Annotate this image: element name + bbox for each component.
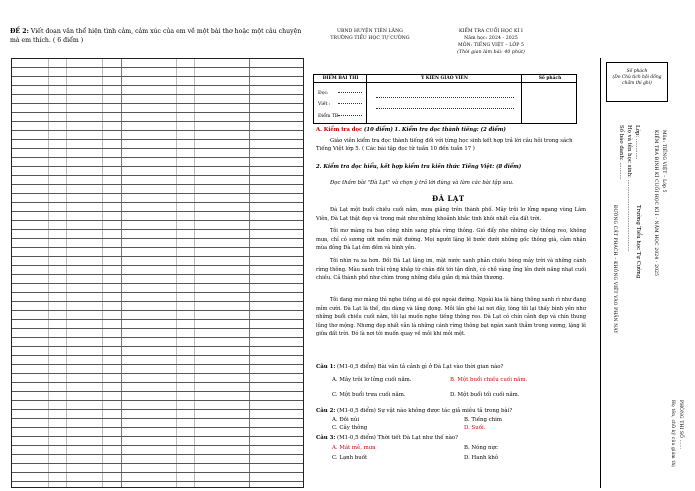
- question-2: [316, 408, 596, 415]
- room-label: PHÒNG THI SỐ ......: [678, 400, 683, 450]
- passage-paragraph-3: Tôi nhìn ra xa hơn. Đồi Đà Lạt lặng im, mặt nước xanh phản chiếu bóng mây trời và những cánh rừng thông. Màu xanh trải rộng khắp từ chân đồi tới tận đỉnh, có chỗ vàng ửng lên dưới nắng nhạt cuối chiều. Cả thành phố như chìm trong những điều giản dị mà thân thương.: [316, 258, 586, 282]
- question-3-label: Câu 3:: [316, 435, 336, 441]
- code-header: Số phách: [538, 76, 562, 81]
- time-limit: (Thời gian làm bài: 40 phút): [457, 50, 525, 55]
- question-3-text: Thời tiết Đà Lạt như thế nào?: [377, 435, 459, 441]
- q1-option-d[interactable]: D. Một buổi tối cuối năm.: [450, 392, 520, 398]
- strip-exam-title: KIỂM TRA ĐỊNH KÌ CUỐI HỌC KÌ I - NĂM HỌC 2024 - 2025: [653, 130, 658, 277]
- passage-paragraph-4: Tôi đang mơ màng thì nghe tiếng ai đó gọi ngoài đường. Ngoài kia là hàng thông xanh rì như đang mỉm cười. Đà Lạt là thế, dịu dàng và lắng đọng. Mỗi lần ghé lại nơi đây, lòng tôi lại thấy bình yên như những buổi chiều cuối năm, tôi lại muốn nghe tiếng thông reo. Đà Lạt có chín cảnh đẹp và chín thung lũng thơ mộng. Nhưng đẹp nhất vẫn là những cánh rừng thông bạt ngàn xanh thẳm trong sương, lặng lẽ giữa đất trời. Đó là nơi tôi muốn quay về mỗi khi mỏi mệt.: [316, 297, 586, 338]
- part-a-sub1-desc: Giáo viên kiểm tra đọc thành tiếng đối với từng học sinh kết hợp trả lời câu hỏi trong sách Tiếng Việt lớp 5. ( Các bài tập đọc từ tuần 10 đến tuần 17 ): [316, 138, 573, 152]
- code-box-note: (Do Chủ tịch hội đồng chấm thi ghi): [612, 75, 662, 86]
- school-name: TRƯỜNG TIỂU HỌC TỰ CƯỜNG: [330, 36, 410, 41]
- q1-option-b[interactable]: B. Một buổi chiều cuối năm.: [450, 377, 528, 383]
- part-a-label: A. Kiểm tra đọc: [316, 127, 363, 133]
- average-score-label: Điểm TB:: [318, 114, 340, 119]
- question-1-text: Bài văn tả cảnh gì ở Đà Lạt vào thời gian nào?: [377, 364, 504, 370]
- school-label: Trường Tiểu học Tự Cường: [635, 205, 641, 279]
- passage-title: ĐÀ LẠT: [432, 194, 465, 203]
- code-box-title: Số phách: [626, 69, 648, 74]
- prompt-text: Viết đoạn văn thể hiện tình cảm, cảm xúc của em về một bài thơ hoặc một câu chuyện mà em thích. ( 6 điểm ): [10, 28, 302, 44]
- q2-option-c[interactable]: C. Cây thông: [332, 425, 368, 431]
- question-1-points: (M1-0,5 điểm): [337, 364, 376, 370]
- question-3: [316, 435, 596, 442]
- student-name-label[interactable]: Họ và tên học sinh: ..........................................: [626, 125, 632, 252]
- q1-option-c[interactable]: C. Một buổi trưa cuối năm.: [332, 392, 406, 398]
- comment-header: Ý KIẾN GIÁO VIÊN: [421, 76, 468, 81]
- reading-score-label: Đọc:: [318, 91, 329, 96]
- passage-paragraph-2: Tôi mơ màng ra ban công nhìn sang phía rừng thông. Gió đẩy nhẹ những cây thông reo, không mưa, chỉ có sương ướt mềm mặt đường. Mọi người lặng lẽ bước dưới những gốc thông già, cảm nhận mùa đông Đà Lạt êm đềm và bình yên.: [316, 228, 586, 252]
- score-table: [313, 74, 577, 124]
- cut-line-text: ĐƯỜNG CẮT PHÁCH – KHÔNG VIẾT VÀO PHẦN NÀY: [612, 205, 617, 334]
- school-header: [310, 28, 430, 42]
- q3-option-a[interactable]: A. Mát mẻ, mưa: [332, 445, 376, 451]
- prompt-label: ĐỀ 2:: [10, 28, 29, 35]
- q3-option-b[interactable]: B. Nóng nực: [464, 445, 498, 451]
- district-name: UBND HUYỆN TIÊN LÃNG: [337, 29, 403, 34]
- part-a-points: (10 điểm): [363, 127, 393, 133]
- score-header: ĐIỂM BÀI THI: [322, 76, 359, 81]
- part-a-heading: [316, 127, 596, 135]
- question-3-points: (M1-0,5 điểm): [337, 435, 376, 441]
- q3-option-c[interactable]: C. Lạnh buốt: [332, 455, 368, 461]
- q2-option-a[interactable]: A. Đồi núi: [332, 417, 360, 423]
- q1-option-a[interactable]: A. Mây trôi lơ lửng cuối năm.: [332, 377, 412, 383]
- q2-option-d[interactable]: D. Suối.: [464, 425, 486, 431]
- part-a-sub2: 2. Kiểm tra đọc hiểu, kết hợp kiểm tra kiến thức Tiếng Việt: (8 điểm): [316, 164, 522, 170]
- reading-instruction: Đọc thầm bài "Đà Lạt" và chọn ý trả lời đúng và làm các bài tập sau.: [330, 180, 514, 186]
- subject: MÔN: TIẾNG VIỆT – LỚP 5: [457, 43, 525, 48]
- writing-score-label: Viết :: [318, 102, 331, 107]
- code-box: [606, 62, 668, 102]
- writing-prompt: [10, 27, 302, 45]
- question-1-label: Câu 1:: [316, 364, 336, 370]
- question-2-points: (M1-0,5 điểm): [337, 408, 376, 414]
- strip-subject: Môn: TIẾNG VIỆT – Lớp 5: [661, 130, 666, 193]
- question-1: [316, 364, 596, 371]
- strip-border-left: [600, 58, 601, 488]
- reading-score-field[interactable]: [338, 90, 362, 93]
- q3-option-d[interactable]: D. Hanh khô: [464, 455, 499, 461]
- candidate-number-label[interactable]: Số báo danh: ..........: [618, 125, 624, 180]
- question-2-label: Câu 2:: [316, 408, 336, 414]
- comment-line-2[interactable]: [376, 106, 514, 109]
- class-label[interactable]: Lớp: ............: [634, 125, 640, 160]
- proctor-signature-label: Họ tên, chữ ký của giám thị: [670, 400, 675, 467]
- exam-header: [432, 28, 550, 56]
- passage-paragraph-1: Đà Lạt một buổi chiều cuối năm, mưa giăng trên thành phố. Mây trôi lơ lửng ngang vùng Lâm Viên, Đà Lạt thật đẹp và trong mát như những khoảnh khắc tinh khôi nhất của đất trời.: [316, 207, 586, 222]
- q2-option-b[interactable]: B. Tiếng chim: [464, 417, 502, 423]
- part-a-sub1: 1. Kiểm tra đọc thành tiếng: (2 điểm): [394, 127, 506, 133]
- writing-score-field[interactable]: [338, 101, 362, 104]
- writing-grid[interactable]: [11, 58, 304, 488]
- question-2-text: Sự vật nào không được tác giả miêu tả trong bài?: [377, 408, 513, 414]
- comment-line-1[interactable]: [376, 95, 514, 98]
- average-score-field[interactable]: [338, 113, 362, 116]
- school-year: Năm học: 2024 - 2025: [464, 36, 518, 41]
- exam-title: KIỂM TRA CUỐI HỌC KÌ I: [459, 29, 523, 34]
